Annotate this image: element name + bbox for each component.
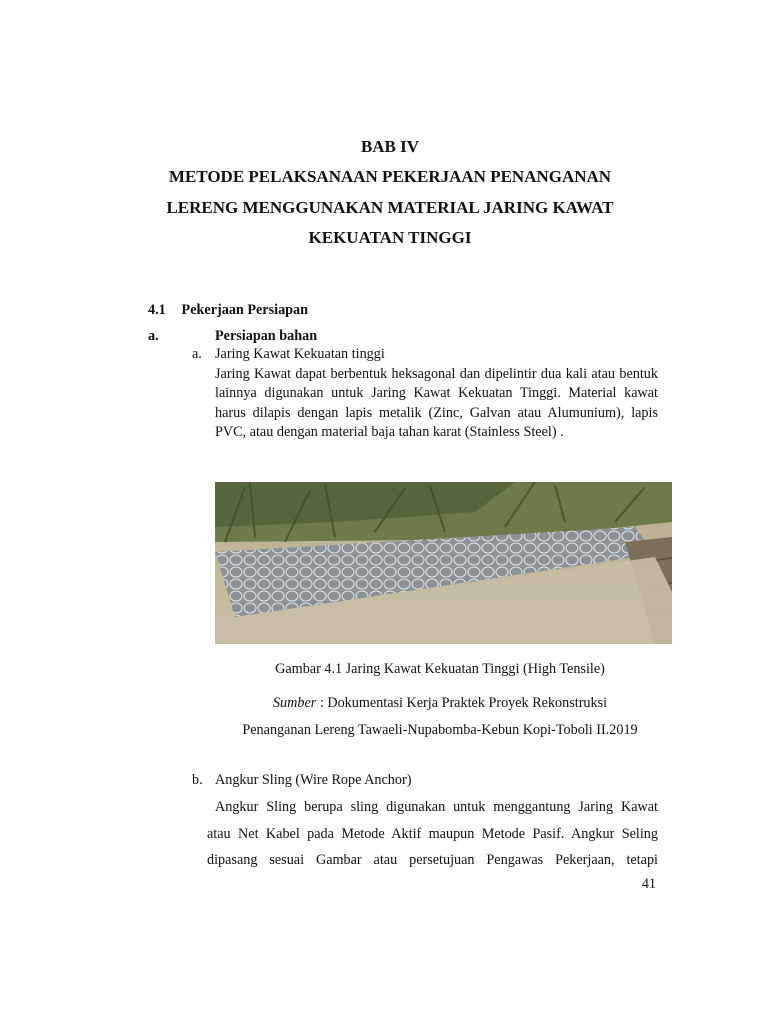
section-title: Pekerjaan Persiapan: [181, 302, 309, 318]
section-heading: [148, 302, 308, 319]
item-b-line-1: Angkur Sling berupa sling digunakan untuk menggantung Jaring Kawat: [215, 799, 658, 815]
chapter-title-line-1: METODE PELAKSANAAN PEKERJAAN PENANGANAN: [168, 167, 612, 186]
item-b-title: Angkur Sling (Wire Rope Anchor): [215, 772, 412, 788]
wire-mesh-photo: [215, 482, 672, 644]
item-a-letter: a.: [192, 346, 202, 362]
figure-source-line-1: [190, 695, 690, 712]
item-a-title: Jaring Kawat Kekuatan tinggi: [215, 346, 385, 362]
subsection-title: Persiapan bahan: [215, 328, 318, 344]
item-b-line-3: dipasang sesuai Gambar atau persetujuan Pengawas Pekerjaan, tetapi: [207, 852, 658, 868]
source-text: : Dokumentasi Kerja Praktek Proyek Rekonstruksi: [316, 695, 608, 711]
item-b-line-2: atau Net Kabel pada Metode Aktif maupun Metode Pasif. Angkur Seling: [207, 825, 658, 842]
chapter-title-line-2: LERENG MENGGUNAKAN MATERIAL JARING KAWAT: [166, 198, 614, 217]
chapter-label: BAB IV: [360, 137, 420, 156]
section-number: 4.1: [148, 302, 166, 318]
item-a-paragraph: Jaring Kawat dapat berbentuk heksagonal dan dipelintir dua kali atau bentuk lainnya digunakan untuk Jaring Kawat Kekuatan Tinggi. Material kawat harus dilapis dengan lapis metalik (Zinc, Galvan atau Alumunium), lapis PVC, atau dengan material baja tahan karat (Stainless Steel) .: [215, 366, 658, 440]
item-b-paragraph: [207, 794, 658, 874]
item-b-letter: b.: [192, 772, 203, 788]
figure-source-line-2: Penanganan Lereng Tawaeli-Nupabomba-Kebun Kopi-Toboli II.2019: [242, 722, 638, 738]
chapter-title-line-3: KEKUATAN TINGGI: [308, 228, 472, 247]
source-label: Sumber: [272, 695, 317, 711]
page-number: 41: [641, 876, 656, 892]
figure-caption: Gambar 4.1 Jaring Kawat Kekuatan Tinggi (High Tensile): [275, 661, 605, 677]
subsection-letter: a.: [148, 328, 159, 344]
